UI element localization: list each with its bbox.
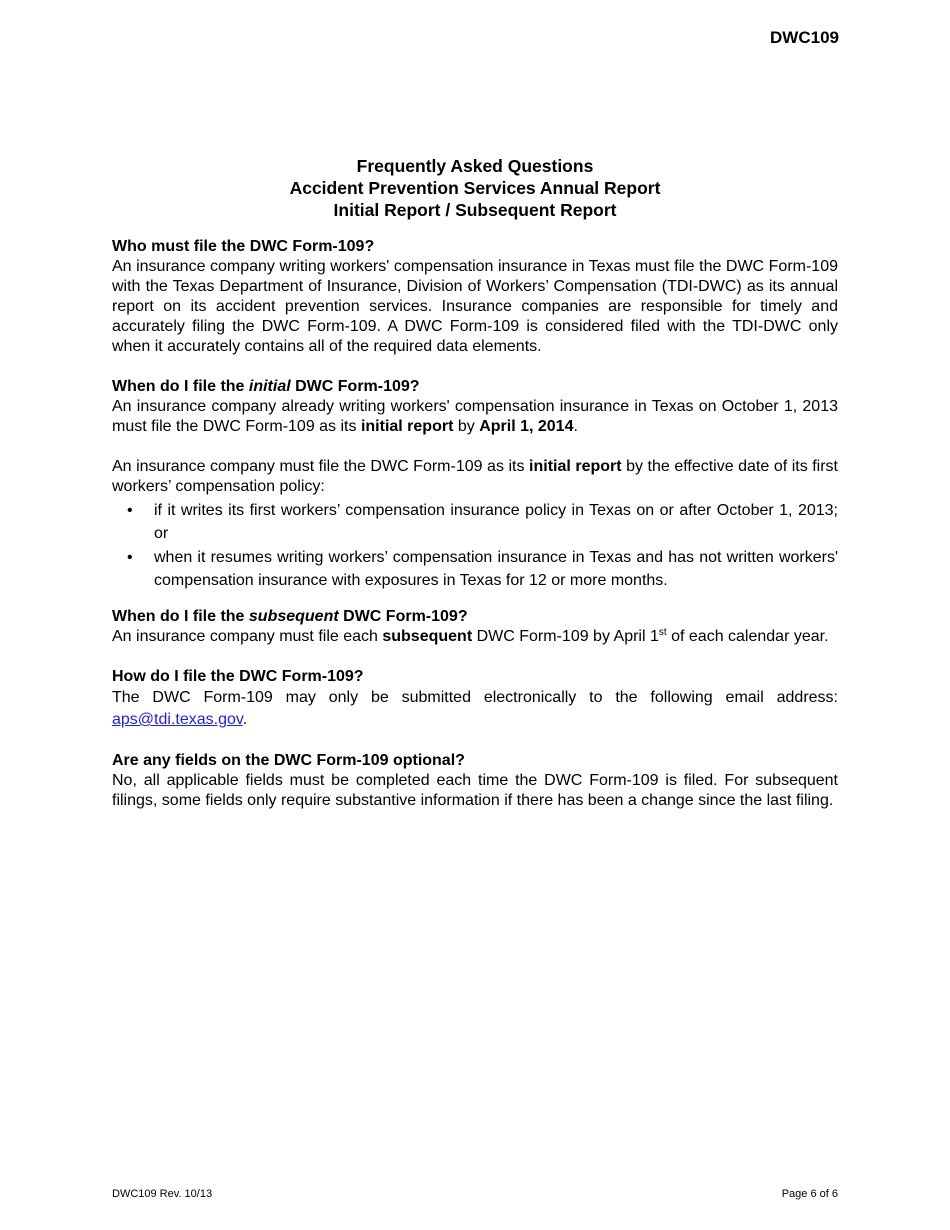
faq5-question: Are any fields on the DWC Form-109 optional? [112,752,465,769]
faq1-answer: An insurance company writing workers' compensation insurance in Texas must file the DWC Form-109 with the Texas Department of Insurance, Division of Workers’ Compensation (TDI-DWC) as its annual report on its accident prevention services. Insurance companies are responsible for timely and accurately filing the DWC Form-109. A DWC Form-109 is considered filed with the TDI-DWC only when it accurately contains all of the required data elements. [112,258,838,355]
email-link[interactable]: aps@tdi.texas.gov [112,711,243,728]
page-title [0,155,950,221]
faq4-answer: The DWC Form-109 may only be submitted electronically to the following email address: aps@tdi.texas.gov. [112,689,838,728]
faq4-question: How do I file the DWC Form-109? [112,668,364,685]
faq2-answer-para1: An insurance company already writing workers' compensation insurance in Texas on October 1, 2013 must file the DWC Form-109 as its initial report by April 1, 2014. [112,398,838,435]
list-item: • if it writes its first workers’ compensation insurance policy in Texas on or after October 1, 2013; or [112,499,838,545]
faq2-bullet-list [112,499,838,592]
bullet-icon: • [127,549,133,566]
bullet-icon: • [127,502,133,519]
faq3-question: When do I file the subsequent DWC Form-109? [112,608,468,625]
faq5-answer: No, all applicable fields must be completed each time the DWC Form-109 is filed. For subsequent filings, some fields only require substantive information if there has been a change since the last filing. [112,772,838,809]
footer-page-number: Page 6 of 6 [781,1188,838,1200]
faq3-answer: An insurance company must file each subsequent DWC Form-109 by April 1st of each calendar year. [112,627,829,645]
faq2-question-emphasis: initial [248,378,291,395]
title-line-1: Frequently Asked Questions [356,156,594,176]
faq3-question-emphasis: subsequent [248,608,339,625]
form-code: DWC109 [770,28,839,47]
faq1-question: Who must file the DWC Form-109? [112,238,375,255]
footer-revision: DWC109 Rev. 10/13 [112,1188,213,1200]
faq2-answer-para2: An insurance company must file the DWC Form-109 as its initial report by the effective date of its first workers’ compensation policy: [112,458,839,495]
list-item: • when it resumes writing workers’ compensation insurance in Texas and has not written workers' compensation insurance with exposures in Texas for 12 or more months. [112,546,838,592]
faq-content [112,237,838,811]
title-line-3: Initial Report / Subsequent Report [333,200,617,220]
faq2-question: When do I file the initial DWC Form-109? [112,378,420,395]
title-line-2: Accident Prevention Services Annual Report [289,178,661,198]
